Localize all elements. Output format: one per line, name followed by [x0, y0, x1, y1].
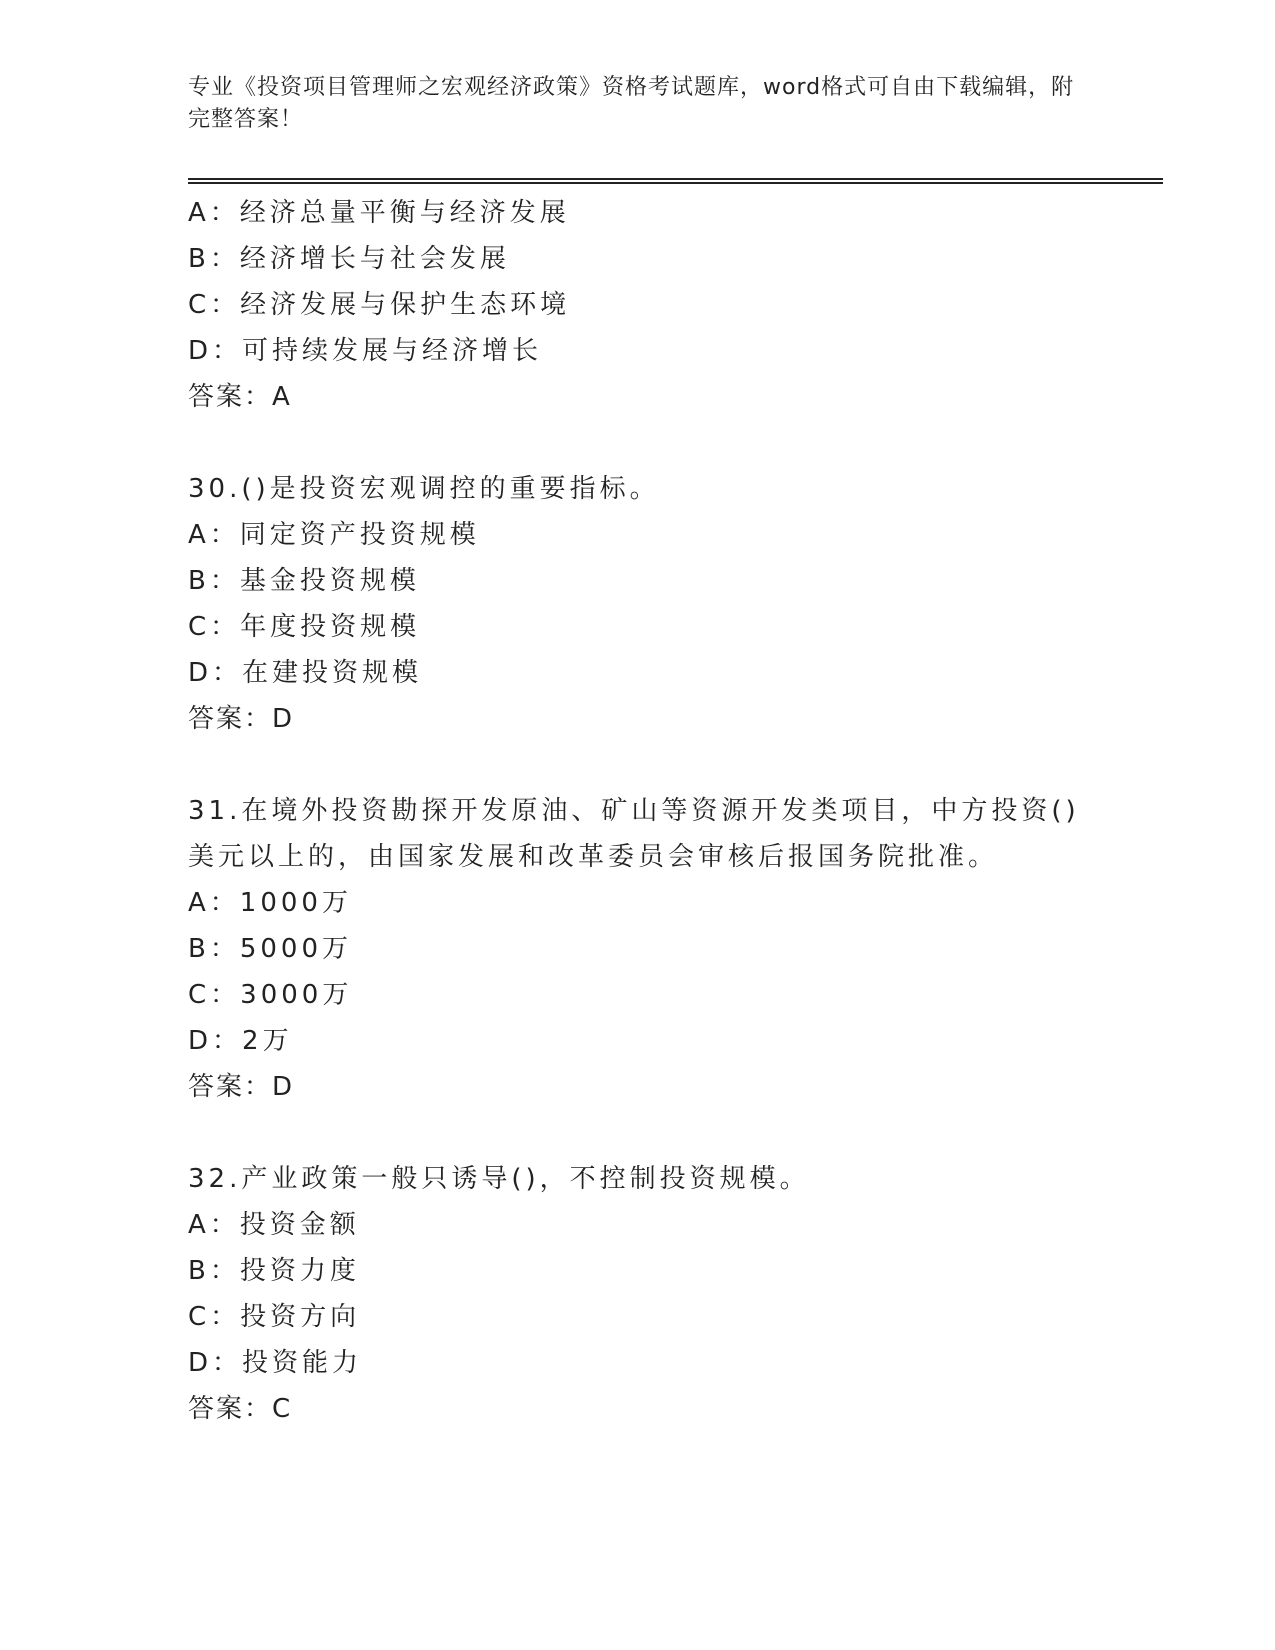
option-c: C：经济发展与保护生态环境 [188, 290, 571, 320]
option-c: C：3000万 [188, 980, 353, 1010]
answer-line: 答案：D [188, 1072, 295, 1102]
option-b: B：基金投资规模 [188, 566, 420, 596]
question-stem: 30.()是投资宏观调控的重要指标。 [188, 474, 660, 504]
option-a: A：投资金额 [188, 1210, 360, 1240]
spacer [188, 742, 1108, 788]
answer-line: 答案：C [188, 1394, 293, 1424]
option-a: A：1000万 [188, 888, 352, 918]
question-block-30 [188, 466, 1108, 742]
option-d: D：投资能力 [188, 1348, 363, 1378]
spacer [188, 1110, 1108, 1156]
question-block-prev [188, 190, 1108, 420]
option-b: B：投资力度 [188, 1256, 360, 1286]
option-a: A：同定资产投资规模 [188, 520, 480, 550]
option-c: C：投资方向 [188, 1302, 361, 1332]
answer-line: 答案：D [188, 704, 295, 734]
document-header: 专业《投资项目管理师之宏观经济政策》资格考试题库，word格式可自由下载编辑，附完整答案！ [188, 75, 1075, 132]
option-d: D：2万 [188, 1026, 293, 1056]
question-stem: 32.产业政策一般只诱导()，不控制投资规模。 [188, 1164, 810, 1194]
option-b: B：5000万 [188, 934, 353, 964]
answer-line: 答案：A [188, 382, 292, 412]
option-c: C：年度投资规模 [188, 612, 421, 642]
header-divider [188, 178, 1163, 184]
option-d: D：可持续发展与经济增长 [188, 336, 543, 366]
option-b: B：经济增长与社会发展 [188, 244, 510, 274]
question-block-31 [188, 788, 1108, 1110]
spacer [188, 420, 1108, 466]
question-stem: 31.在境外投资勘探开发原油、矿山等资源开发类项目，中方投资()美元以上的，由国家发展和改革委员会审核后报国务院批准。 [188, 796, 1080, 872]
option-d: D：在建投资规模 [188, 658, 423, 688]
option-a: A：经济总量平衡与经济发展 [188, 198, 570, 228]
question-list [188, 190, 1108, 1432]
question-block-32 [188, 1156, 1108, 1432]
